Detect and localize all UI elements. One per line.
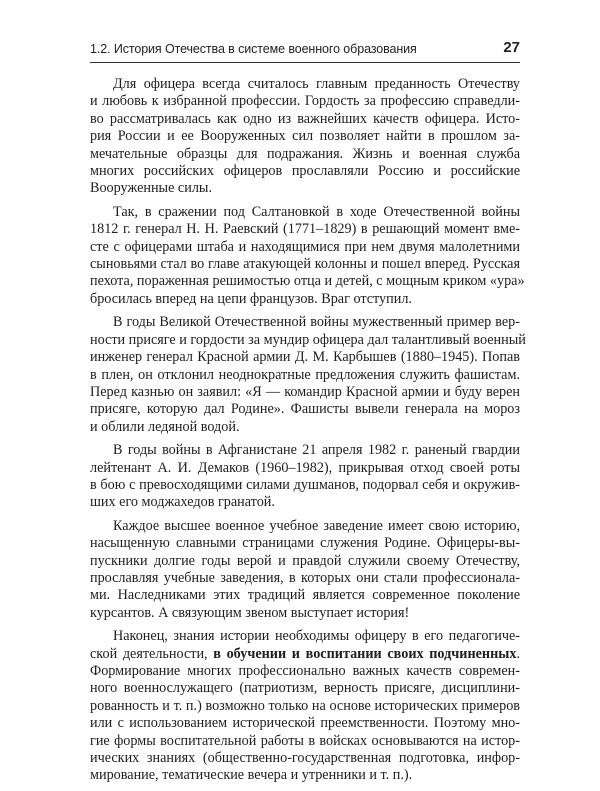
paragraph [90,314,526,436]
text-line: курсантов. А связующим звеном выступает история! [90,604,410,621]
text-line: во рассматривалась как одно из важнейших качеств офицера. Исто- [90,110,520,127]
text-line: пехота, пораженная решимостью отца и детей, с мощным криком «ура» [90,273,525,290]
text-line: Формирование многих профессионально важных качеств современ- [90,663,520,679]
body-text [90,76,526,791]
paragraph [90,628,520,785]
section-title: 1.2. История Отечества в системе военного образования [90,42,417,56]
paragraph [90,203,525,308]
text-line: многих российских офицеров прославляли Россию и российские [90,163,520,180]
page-number: 27 [503,39,520,56]
running-header [90,40,520,63]
text-line: пускники долгие годы верой и правдой служили своему Отечеству, [90,552,520,569]
text-line [90,646,520,663]
text-line: ности присяге и гордости за мундир офицера дал талантливый военный [90,331,526,348]
text-line: Перед казнью он заявил: «Я — командир Красной армии и буду верен [90,383,520,400]
text-line: ших его моджахедов гранатой. [90,494,275,511]
text-line: инженер генерал Красной армии Д. М. Карбышев (1880–1945). Попав [90,349,520,366]
text-line: Каждое высшее военное учебное заведение имеет свою историю, [113,517,520,534]
text-line: и любовь к избранной профессии. Гордость за профессию справедли- [90,93,520,110]
text-line: 1812 г. генерал Н. Н. Раевский (1771–1829) в решающий момент вме- [90,221,520,238]
text-line: рия России и ее Вооруженных сил позволяет найти в прошлом за- [90,128,520,145]
text-line: и облили ледяной водой. [90,418,240,435]
text-line: прославляя учебные заведения, в которых они стали профессионала- [90,569,520,586]
text-line: мечательные образцы для подражания. Жизнь и военная служба [90,145,520,162]
text-line: бросилась вперед на цепи французов. Враг отступил. [90,290,412,307]
text-line: присяге, которую дал Родине». Фашисты вывели генерала на мороз [90,401,520,418]
text-run: . [516,645,521,662]
text-line: сыновьями стал во главе атакующей колонны и пошел вперед. Русская [90,256,520,273]
text-run: ской деятельности, [90,645,214,662]
text-line: Вооруженные силы. [90,180,212,197]
text-line: или с использованием исторической преемственности. Поэтому мно- [90,715,520,732]
text-line: мирование, тематические вечера и утренники и т. п.). [90,767,413,784]
text-line: лейтенант А. И. Демаков (1960–1982), прикрывая отход своей роты [90,459,520,476]
text-line: ических знаниях (общественно-государственная подготовка, инфор- [90,750,520,767]
text-line: сте с офицерами штаба и находящимися при нем двумя малолетними [90,238,520,255]
text-line: Так, в сражении под Салтановкой в ходе Отечественной войны [113,203,520,220]
text-line: гие формы воспитательной работы в войсках основываются на истор- [90,732,520,749]
text-line: рованность и т. п.) возможно только на основе исторических примеров [90,697,520,714]
text-line: в бою с превосходящими силами душманов, подорвал себя и окружив- [90,476,520,493]
text-line: в плен, он отклонил неоднократные предложения служить фашистам. [90,366,520,383]
text-line: В годы войны в Афганистане 21 апреля 1982 г. раненый гвардии [113,442,520,459]
text-line: насыщенную славными страницами служения Родине. Офицеры-вы- [90,535,520,552]
text-line: Наконец, знания истории необходимы офицеру в его педагогиче- [113,628,520,645]
text-line: В годы Великой Отечественной войны мужественный пример вер- [113,314,520,331]
text-line: ного военнослужащего (патриотизм, верность присяге, дисциплини- [90,680,520,697]
paragraph [90,442,520,512]
paragraph [90,76,520,198]
emphasized-text: в обучении и воспитании своих подчиненных [213,645,517,662]
text-line: Для офицера всегда считалось главным преданность Отечеству [113,76,520,92]
text-line: ми. Наследниками этих традиций является современное поколение [90,587,520,604]
paragraph [90,518,520,622]
